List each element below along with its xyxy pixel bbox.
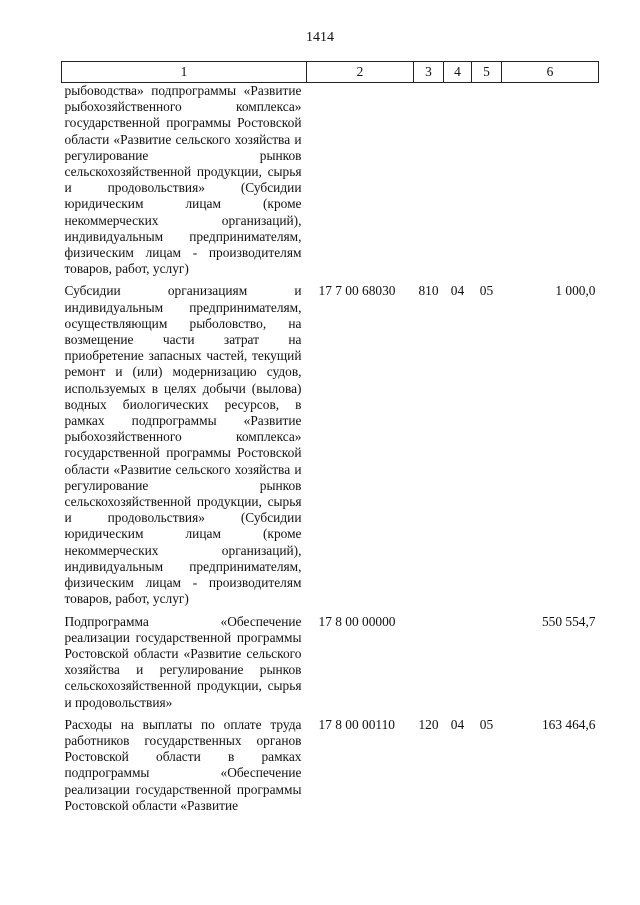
row-subsection: 05	[479, 716, 494, 732]
row-target-article: 17 8 00 00110	[318, 716, 395, 732]
row-expense-type: 810	[418, 283, 439, 299]
row-amount: 1 000,0	[555, 283, 596, 299]
row-name: Расходы на выплаты по оплате труда работников государственных органов Ростовской области в рамках подпрограммы «Обеспечение реализации государственной программы Ростовской области «Развитие	[64, 716, 302, 813]
header-col-6: 6	[502, 62, 599, 83]
row-name: Подпрограмма «Обеспечение реализации государственной программы Ростовской области «Развитие сельского хозяйства и регулирование рынков сельскохозяйственной продукции, сырья и продовольствия»	[64, 613, 302, 710]
header-col-3: 3	[414, 62, 444, 83]
row-expense-type: 120	[418, 716, 439, 732]
row-section: 04	[450, 716, 465, 732]
row-section	[444, 83, 472, 278]
table-row	[62, 711, 599, 814]
row-amount: 163 464,6	[541, 716, 596, 732]
row-name: Субсидии организациям и индивидуальным предпринимателям, осуществляющим рыболовство, на возмещение части затрат на приобретение запасных частей, текущий ремонт и (или) модернизацию судов, используемых в целях добычи (вылова) водных биологических ресурсов, в рамках подпрограммы «Развитие рыбохозяйственного комплекса» государственной программы Ростовской области «Развитие сельского хозяйства и регулирование рынков сельскохозяйственной продукции, сырья и продовольствия» (Субсидии юридическим лицам (кроме некоммерческих организаций), индивидуальным предпринимателям, физическим лицам - производителям товаров, работ, услуг)	[64, 283, 302, 607]
row-subsection	[472, 83, 502, 278]
table-body	[62, 83, 599, 814]
row-subsection	[472, 608, 502, 711]
table-row	[62, 83, 599, 278]
table-row	[62, 277, 599, 607]
row-amount: 550 554,7	[541, 613, 596, 629]
row-expense-type	[414, 83, 444, 278]
row-section: 04	[450, 283, 465, 299]
row-subsection: 05	[479, 283, 494, 299]
row-expense-type	[414, 608, 444, 711]
header-col-5: 5	[472, 62, 502, 83]
row-section	[444, 608, 472, 711]
table-row	[62, 608, 599, 711]
header-col-1: 1	[62, 62, 307, 83]
header-col-2: 2	[307, 62, 414, 83]
header-row	[62, 62, 599, 83]
row-target-article: 17 8 00 00000	[318, 613, 396, 629]
budget-table	[61, 61, 599, 814]
row-target-article: 17 7 00 68030	[318, 283, 396, 299]
header-col-4: 4	[444, 62, 472, 83]
row-target-article	[307, 83, 414, 278]
row-name: рыбоводства» подпрограммы «Развитие рыбохозяйственного комплекса» государственной программы Ростовской области «Развитие сельского хозяйства и регулирование рынков сельскохозяйственной продукции, сырья и продовольствия» (Субсидии юридическим лицам (кроме некоммерческих организаций), индивидуальным предпринимателям, физическим лицам - производителям товаров, работ, услуг)	[64, 83, 302, 277]
table-header	[62, 62, 599, 83]
row-amount	[502, 83, 599, 278]
page-number: 1414	[306, 30, 334, 45]
